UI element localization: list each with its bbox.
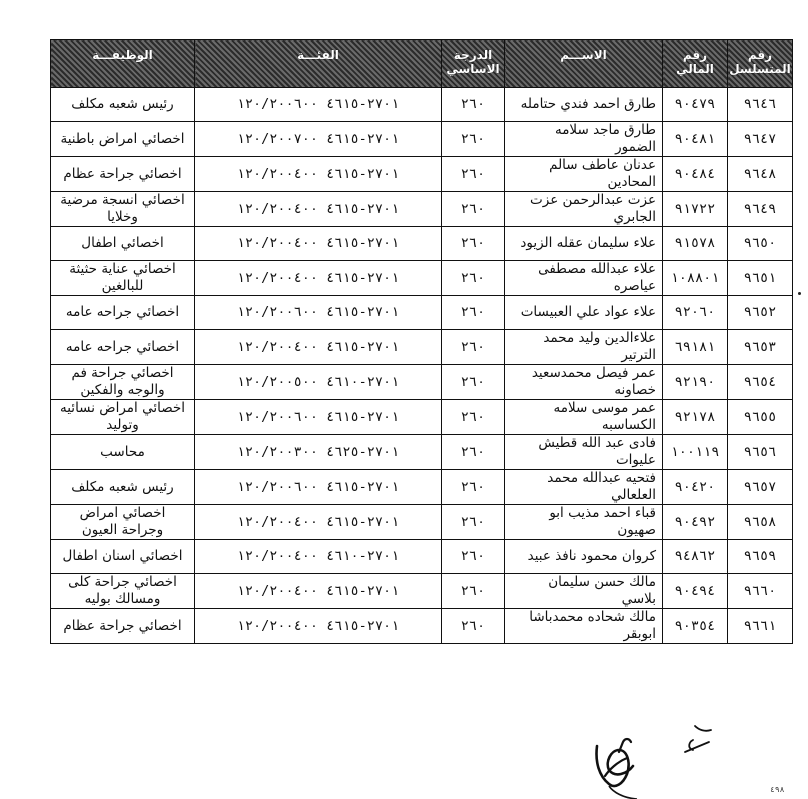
cell-grade: ٢٦٠ bbox=[442, 505, 505, 540]
cell-seq: ٩٦٦٠ bbox=[728, 574, 793, 609]
cell-name: علاء عواد علي العبيسات bbox=[505, 296, 663, 330]
table-row bbox=[51, 192, 793, 227]
cell-grade: ٢٦٠ bbox=[442, 400, 505, 435]
cell-job: اخصائي اسنان اطفال bbox=[51, 540, 195, 574]
cell-seq: ٩٦٥٧ bbox=[728, 470, 793, 505]
cell-seq: ٩٦٤٦ bbox=[728, 88, 793, 122]
header-category: الفئـــة bbox=[195, 40, 442, 88]
cell-emp-number: ٩٠٤٧٩ bbox=[663, 88, 728, 122]
cell-seq: ٩٦٥١ bbox=[728, 261, 793, 296]
cell-category: ٢٧٠١-٤٦١٥ ١٢٠/٢٠٠٦٠٠ bbox=[195, 400, 442, 435]
cell-name: كروان محمود نافذ عبيد bbox=[505, 540, 663, 574]
cell-seq: ٩٦٥٩ bbox=[728, 540, 793, 574]
cell-grade: ٢٦٠ bbox=[442, 157, 505, 192]
cell-emp-number: ١٠٠١١٩ bbox=[663, 435, 728, 470]
cell-job: رئيس شعبه مكلف bbox=[51, 470, 195, 505]
cell-emp-number: ٩٢١٧٨ bbox=[663, 400, 728, 435]
table-body bbox=[51, 88, 793, 644]
cell-seq: ٩٦٥٦ bbox=[728, 435, 793, 470]
cell-category: ٢٧٠١-٤٦١٥ ١٢٠/٢٠٠٤٠٠ bbox=[195, 157, 442, 192]
cell-name: مالك حسن سليمان بلاسي bbox=[505, 574, 663, 609]
header-grade: الدرجة الاساسي bbox=[442, 40, 505, 88]
cell-emp-number: ٩٠٤٩٤ bbox=[663, 574, 728, 609]
table-row bbox=[51, 365, 793, 400]
table-row bbox=[51, 88, 793, 122]
cell-name: فتحيه عبدالله محمد العلعالي bbox=[505, 470, 663, 505]
cell-seq: ٩٦٦١ bbox=[728, 609, 793, 644]
handwritten-signature bbox=[575, 712, 715, 799]
table-row bbox=[51, 227, 793, 261]
cell-grade: ٢٦٠ bbox=[442, 122, 505, 157]
cell-job: رئيس شعبه مكلف bbox=[51, 88, 195, 122]
table-row bbox=[51, 470, 793, 505]
table-row bbox=[51, 435, 793, 470]
cell-seq: ٩٦٥٥ bbox=[728, 400, 793, 435]
cell-grade: ٢٦٠ bbox=[442, 365, 505, 400]
table-row bbox=[51, 540, 793, 574]
employee-table bbox=[50, 39, 793, 644]
cell-grade: ٢٦٠ bbox=[442, 609, 505, 644]
cell-emp-number: ٩٠٣٥٤ bbox=[663, 609, 728, 644]
cell-job: اخصائي امراض نسائيه وتوليد bbox=[51, 400, 195, 435]
cell-category: ٢٧٠١-٤٦١٥ ١٢٠/٢٠٠٦٠٠ bbox=[195, 470, 442, 505]
cell-seq: ٩٦٥٣ bbox=[728, 330, 793, 365]
cell-seq: ٩٦٥٨ bbox=[728, 505, 793, 540]
cell-category: ٢٧٠١-٤٦١٥ ١٢٠/٢٠٠٦٠٠ bbox=[195, 88, 442, 122]
cell-grade: ٢٦٠ bbox=[442, 296, 505, 330]
cell-name: عدنان عاطف سالم المحادين bbox=[505, 157, 663, 192]
cell-job: محاسب bbox=[51, 435, 195, 470]
cell-name: عمر موسى سلامه الكساسبه bbox=[505, 400, 663, 435]
cell-emp-number: ٩١٧٢٢ bbox=[663, 192, 728, 227]
table-row bbox=[51, 261, 793, 296]
cell-job: اخصائي جراحة فم والوجه والفكين bbox=[51, 365, 195, 400]
cell-grade: ٢٦٠ bbox=[442, 261, 505, 296]
cell-name: عزت عبدالرحمن عزت الجابري bbox=[505, 192, 663, 227]
cell-category: ٢٧٠١-٤٦١٥ ١٢٠/٢٠٠٤٠٠ bbox=[195, 609, 442, 644]
cell-job: اخصائي جراحة كلى ومسالك بوليه bbox=[51, 574, 195, 609]
scan-speck bbox=[798, 292, 801, 295]
cell-job: اخصائي عناية حثيثة للبالغين bbox=[51, 261, 195, 296]
cell-category: ٢٧٠١-٤٦١٥ ١٢٠/٢٠٠٧٠٠ bbox=[195, 122, 442, 157]
cell-emp-number: ٩٢١٩٠ bbox=[663, 365, 728, 400]
cell-emp-number: ٦٩١٨١ bbox=[663, 330, 728, 365]
cell-grade: ٢٦٠ bbox=[442, 330, 505, 365]
cell-category: ٢٧٠١-٤٦١٥ ١٢٠/٢٠٠٤٠٠ bbox=[195, 192, 442, 227]
cell-seq: ٩٦٥٤ bbox=[728, 365, 793, 400]
cell-job: اخصائي انسجة مرضية وخلايا bbox=[51, 192, 195, 227]
table-row bbox=[51, 574, 793, 609]
cell-name: طارق ماجد سلامه الضمور bbox=[505, 122, 663, 157]
cell-name: علاء سليمان عقله الزيود bbox=[505, 227, 663, 261]
cell-job: اخصائي جراحه عامه bbox=[51, 296, 195, 330]
cell-name: عمر فيصل محمدسعيد خصاونه bbox=[505, 365, 663, 400]
cell-name: قباء احمد مذيب ابو صهيون bbox=[505, 505, 663, 540]
cell-category: ٢٧٠١-٤٦١٥ ١٢٠/٢٠٠٦٠٠ bbox=[195, 296, 442, 330]
cell-seq: ٩٦٤٨ bbox=[728, 157, 793, 192]
cell-emp-number: ٩٢٠٦٠ bbox=[663, 296, 728, 330]
cell-job: اخصائي جراحة عظام bbox=[51, 157, 195, 192]
cell-grade: ٢٦٠ bbox=[442, 540, 505, 574]
page-number: ٤٩٨ bbox=[770, 785, 785, 794]
cell-grade: ٢٦٠ bbox=[442, 88, 505, 122]
cell-grade: ٢٦٠ bbox=[442, 227, 505, 261]
cell-name: فادى عبد الله قطيش عليوات bbox=[505, 435, 663, 470]
cell-seq: ٩٦٥٠ bbox=[728, 227, 793, 261]
cell-grade: ٢٦٠ bbox=[442, 435, 505, 470]
cell-name: مالك شحاده محمدباشا ابوبقر bbox=[505, 609, 663, 644]
cell-job: اخصائي جراحه عامه bbox=[51, 330, 195, 365]
table-row bbox=[51, 400, 793, 435]
cell-grade: ٢٦٠ bbox=[442, 470, 505, 505]
cell-name: علاءالدين وليد محمد الترتير bbox=[505, 330, 663, 365]
cell-seq: ٩٦٥٢ bbox=[728, 296, 793, 330]
cell-seq: ٩٦٤٧ bbox=[728, 122, 793, 157]
table-row bbox=[51, 157, 793, 192]
cell-emp-number: ٩٠٤٩٢ bbox=[663, 505, 728, 540]
table-header bbox=[51, 40, 793, 88]
cell-grade: ٢٦٠ bbox=[442, 192, 505, 227]
cell-seq: ٩٦٤٩ bbox=[728, 192, 793, 227]
cell-emp-number: ٩٠٤٨١ bbox=[663, 122, 728, 157]
cell-emp-number: ٩٠٤٢٠ bbox=[663, 470, 728, 505]
cell-job: اخصائي اطفال bbox=[51, 227, 195, 261]
header-name: الاســـم bbox=[505, 40, 663, 88]
table-row bbox=[51, 122, 793, 157]
cell-name: طارق احمد فندي حتامله bbox=[505, 88, 663, 122]
cell-emp-number: ١٠٨٨٠١ bbox=[663, 261, 728, 296]
cell-category: ٢٧٠١-٤٦١٥ ١٢٠/٢٠٠٤٠٠ bbox=[195, 574, 442, 609]
cell-emp-number: ٩١٥٧٨ bbox=[663, 227, 728, 261]
cell-category: ٢٧٠١-٤٦١٠ ١٢٠/٢٠٠٤٠٠ bbox=[195, 540, 442, 574]
cell-category: ٢٧٠١-٤٦١٥ ١٢٠/٢٠٠٤٠٠ bbox=[195, 330, 442, 365]
cell-job: اخصائي امراض باطنية bbox=[51, 122, 195, 157]
table-row bbox=[51, 609, 793, 644]
table-row bbox=[51, 505, 793, 540]
table-row bbox=[51, 330, 793, 365]
table-row bbox=[51, 296, 793, 330]
cell-category: ٢٧٠١-٤٦١٥ ١٢٠/٢٠٠٤٠٠ bbox=[195, 227, 442, 261]
cell-job: اخصائي امراض وجراحة العيون bbox=[51, 505, 195, 540]
cell-name: علاء عبدالله مصطفى عياصره bbox=[505, 261, 663, 296]
header-seq: رقم المتسلسل bbox=[728, 40, 793, 88]
cell-category: ٢٧٠١-٤٦١٥ ١٢٠/٢٠٠٤٠٠ bbox=[195, 261, 442, 296]
cell-category: ٢٧٠١-٤٦٢٥ ١٢٠/٢٠٠٣٠٠ bbox=[195, 435, 442, 470]
cell-category: ٢٧٠١-٤٦١٠ ١٢٠/٢٠٠٥٠٠ bbox=[195, 365, 442, 400]
cell-job: اخصائي جراحة عظام bbox=[51, 609, 195, 644]
cell-grade: ٢٦٠ bbox=[442, 574, 505, 609]
cell-emp-number: ٩٠٤٨٤ bbox=[663, 157, 728, 192]
cell-emp-number: ٩٤٨٦٢ bbox=[663, 540, 728, 574]
cell-category: ٢٧٠١-٤٦١٥ ١٢٠/٢٠٠٤٠٠ bbox=[195, 505, 442, 540]
header-emp-number: رقم المالي bbox=[663, 40, 728, 88]
header-job: الوظيفـــة bbox=[51, 40, 195, 88]
